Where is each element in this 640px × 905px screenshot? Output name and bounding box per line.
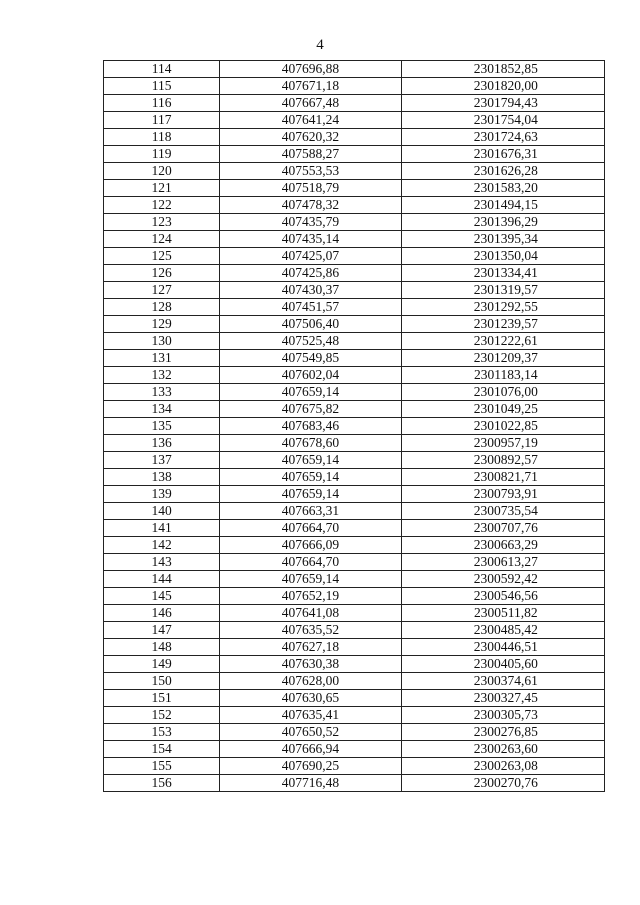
x-coordinate-cell: 407620,32 (220, 129, 401, 146)
table-row (104, 690, 605, 707)
y-coordinate-cell: 2300327,45 (401, 690, 604, 707)
table-row (104, 452, 605, 469)
point-number-cell: 135 (104, 418, 220, 435)
point-number-cell: 120 (104, 163, 220, 180)
table-row (104, 146, 605, 163)
x-coordinate-cell: 407506,40 (220, 316, 401, 333)
x-coordinate-cell: 407641,24 (220, 112, 401, 129)
x-coordinate-cell: 407659,14 (220, 384, 401, 401)
y-coordinate-cell: 2301852,85 (401, 61, 604, 78)
table-row (104, 537, 605, 554)
y-coordinate-cell: 2300707,76 (401, 520, 604, 537)
table-row (104, 656, 605, 673)
point-number-cell: 121 (104, 180, 220, 197)
y-coordinate-cell: 2301396,29 (401, 214, 604, 231)
table-row (104, 707, 605, 724)
point-number-cell: 146 (104, 605, 220, 622)
table-row (104, 180, 605, 197)
x-coordinate-cell: 407425,86 (220, 265, 401, 282)
point-number-cell: 155 (104, 758, 220, 775)
y-coordinate-cell: 2301754,04 (401, 112, 604, 129)
point-number-cell: 127 (104, 282, 220, 299)
y-coordinate-cell: 2301076,00 (401, 384, 604, 401)
x-coordinate-cell: 407549,85 (220, 350, 401, 367)
table-row (104, 571, 605, 588)
point-number-cell: 153 (104, 724, 220, 741)
point-number-cell: 148 (104, 639, 220, 656)
x-coordinate-cell: 407690,25 (220, 758, 401, 775)
table-row (104, 588, 605, 605)
x-coordinate-cell: 407635,41 (220, 707, 401, 724)
table-row (104, 486, 605, 503)
point-number-cell: 118 (104, 129, 220, 146)
x-coordinate-cell: 407666,09 (220, 537, 401, 554)
x-coordinate-cell: 407671,18 (220, 78, 401, 95)
x-coordinate-cell: 407525,48 (220, 333, 401, 350)
point-number-cell: 156 (104, 775, 220, 792)
x-coordinate-cell: 407588,27 (220, 146, 401, 163)
y-coordinate-cell: 2300263,60 (401, 741, 604, 758)
x-coordinate-cell: 407664,70 (220, 554, 401, 571)
point-number-cell: 123 (104, 214, 220, 231)
table-row (104, 741, 605, 758)
point-number-cell: 117 (104, 112, 220, 129)
point-number-cell: 119 (104, 146, 220, 163)
point-number-cell: 126 (104, 265, 220, 282)
y-coordinate-cell: 2301724,63 (401, 129, 604, 146)
y-coordinate-cell: 2300592,42 (401, 571, 604, 588)
y-coordinate-cell: 2301292,55 (401, 299, 604, 316)
x-coordinate-cell: 407435,79 (220, 214, 401, 231)
point-number-cell: 130 (104, 333, 220, 350)
x-coordinate-cell: 407435,14 (220, 231, 401, 248)
point-number-cell: 147 (104, 622, 220, 639)
point-number-cell: 122 (104, 197, 220, 214)
y-coordinate-cell: 2301794,43 (401, 95, 604, 112)
x-coordinate-cell: 407628,00 (220, 673, 401, 690)
y-coordinate-cell: 2301239,57 (401, 316, 604, 333)
table-row (104, 503, 605, 520)
table-row (104, 639, 605, 656)
y-coordinate-cell: 2300263,08 (401, 758, 604, 775)
table-row (104, 435, 605, 452)
table-row (104, 78, 605, 95)
y-coordinate-cell: 2300511,82 (401, 605, 604, 622)
x-coordinate-cell: 407478,32 (220, 197, 401, 214)
point-number-cell: 137 (104, 452, 220, 469)
x-coordinate-cell: 407683,46 (220, 418, 401, 435)
x-coordinate-cell: 407659,14 (220, 486, 401, 503)
x-coordinate-cell: 407627,18 (220, 639, 401, 656)
point-number-cell: 144 (104, 571, 220, 588)
y-coordinate-cell: 2300270,76 (401, 775, 604, 792)
y-coordinate-cell: 2300613,27 (401, 554, 604, 571)
coordinates-table (103, 60, 605, 792)
table-row (104, 197, 605, 214)
table-row (104, 469, 605, 486)
y-coordinate-cell: 2300446,51 (401, 639, 604, 656)
point-number-cell: 114 (104, 61, 220, 78)
table-row (104, 333, 605, 350)
point-number-cell: 129 (104, 316, 220, 333)
y-coordinate-cell: 2301350,04 (401, 248, 604, 265)
table-row (104, 163, 605, 180)
y-coordinate-cell: 2301583,20 (401, 180, 604, 197)
table-row (104, 299, 605, 316)
x-coordinate-cell: 407667,48 (220, 95, 401, 112)
x-coordinate-cell: 407678,60 (220, 435, 401, 452)
x-coordinate-cell: 407664,70 (220, 520, 401, 537)
y-coordinate-cell: 2300374,61 (401, 673, 604, 690)
table-row (104, 316, 605, 333)
point-number-cell: 125 (104, 248, 220, 265)
y-coordinate-cell: 2300735,54 (401, 503, 604, 520)
x-coordinate-cell: 407659,14 (220, 469, 401, 486)
y-coordinate-cell: 2300546,56 (401, 588, 604, 605)
point-number-cell: 143 (104, 554, 220, 571)
point-number-cell: 136 (104, 435, 220, 452)
table-row (104, 214, 605, 231)
table-row (104, 61, 605, 78)
table-row (104, 129, 605, 146)
point-number-cell: 145 (104, 588, 220, 605)
y-coordinate-cell: 2300405,60 (401, 656, 604, 673)
y-coordinate-cell: 2301049,25 (401, 401, 604, 418)
x-coordinate-cell: 407635,52 (220, 622, 401, 639)
point-number-cell: 140 (104, 503, 220, 520)
point-number-cell: 133 (104, 384, 220, 401)
x-coordinate-cell: 407696,88 (220, 61, 401, 78)
y-coordinate-cell: 2301183,14 (401, 367, 604, 384)
point-number-cell: 115 (104, 78, 220, 95)
table-row (104, 112, 605, 129)
y-coordinate-cell: 2301820,00 (401, 78, 604, 95)
point-number-cell: 150 (104, 673, 220, 690)
table-row (104, 605, 605, 622)
table-row (104, 673, 605, 690)
y-coordinate-cell: 2301209,37 (401, 350, 604, 367)
point-number-cell: 149 (104, 656, 220, 673)
x-coordinate-cell: 407652,19 (220, 588, 401, 605)
y-coordinate-cell: 2300957,19 (401, 435, 604, 452)
table-row (104, 401, 605, 418)
x-coordinate-cell: 407553,53 (220, 163, 401, 180)
x-coordinate-cell: 407630,65 (220, 690, 401, 707)
table-row (104, 265, 605, 282)
x-coordinate-cell: 407659,14 (220, 452, 401, 469)
x-coordinate-cell: 407602,04 (220, 367, 401, 384)
y-coordinate-cell: 2300793,91 (401, 486, 604, 503)
table-row (104, 775, 605, 792)
point-number-cell: 124 (104, 231, 220, 248)
x-coordinate-cell: 407675,82 (220, 401, 401, 418)
y-coordinate-cell: 2301334,41 (401, 265, 604, 282)
y-coordinate-cell: 2300485,42 (401, 622, 604, 639)
point-number-cell: 134 (104, 401, 220, 418)
table-body (104, 61, 605, 792)
point-number-cell: 131 (104, 350, 220, 367)
x-coordinate-cell: 407430,37 (220, 282, 401, 299)
table-row (104, 622, 605, 639)
point-number-cell: 128 (104, 299, 220, 316)
table-row (104, 95, 605, 112)
table-row (104, 231, 605, 248)
table-row (104, 367, 605, 384)
y-coordinate-cell: 2301676,31 (401, 146, 604, 163)
x-coordinate-cell: 407518,79 (220, 180, 401, 197)
table-row (104, 384, 605, 401)
x-coordinate-cell: 407666,94 (220, 741, 401, 758)
y-coordinate-cell: 2301494,15 (401, 197, 604, 214)
x-coordinate-cell: 407641,08 (220, 605, 401, 622)
table-row (104, 520, 605, 537)
point-number-cell: 138 (104, 469, 220, 486)
y-coordinate-cell: 2301022,85 (401, 418, 604, 435)
point-number-cell: 154 (104, 741, 220, 758)
table-row (104, 724, 605, 741)
y-coordinate-cell: 2301222,61 (401, 333, 604, 350)
x-coordinate-cell: 407716,48 (220, 775, 401, 792)
y-coordinate-cell: 2301626,28 (401, 163, 604, 180)
x-coordinate-cell: 407650,52 (220, 724, 401, 741)
point-number-cell: 151 (104, 690, 220, 707)
table-row (104, 418, 605, 435)
table-row (104, 282, 605, 299)
table-row (104, 248, 605, 265)
x-coordinate-cell: 407659,14 (220, 571, 401, 588)
point-number-cell: 141 (104, 520, 220, 537)
x-coordinate-cell: 407630,38 (220, 656, 401, 673)
table-row (104, 350, 605, 367)
y-coordinate-cell: 2300821,71 (401, 469, 604, 486)
y-coordinate-cell: 2300663,29 (401, 537, 604, 554)
point-number-cell: 152 (104, 707, 220, 724)
page-number: 4 (316, 37, 324, 53)
y-coordinate-cell: 2301319,57 (401, 282, 604, 299)
y-coordinate-cell: 2300892,57 (401, 452, 604, 469)
table-row (104, 758, 605, 775)
x-coordinate-cell: 407425,07 (220, 248, 401, 265)
x-coordinate-cell: 407451,57 (220, 299, 401, 316)
point-number-cell: 116 (104, 95, 220, 112)
table-row (104, 554, 605, 571)
point-number-cell: 142 (104, 537, 220, 554)
point-number-cell: 132 (104, 367, 220, 384)
y-coordinate-cell: 2301395,34 (401, 231, 604, 248)
y-coordinate-cell: 2300305,73 (401, 707, 604, 724)
y-coordinate-cell: 2300276,85 (401, 724, 604, 741)
point-number-cell: 139 (104, 486, 220, 503)
x-coordinate-cell: 407663,31 (220, 503, 401, 520)
